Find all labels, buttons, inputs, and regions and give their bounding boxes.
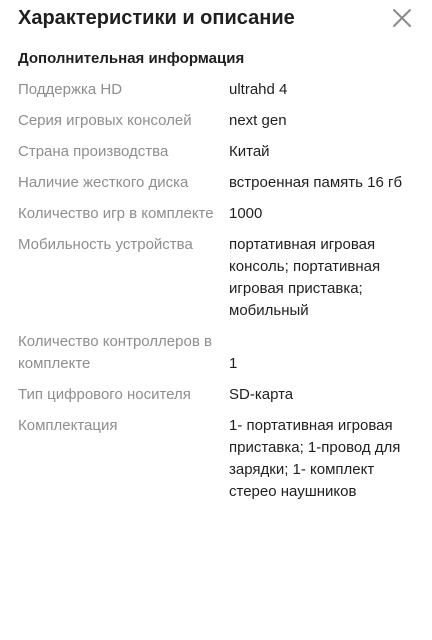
spec-row-controllers xyxy=(18,331,418,375)
spec-label: Количество контроллеров в комплекте xyxy=(18,333,212,372)
spec-label: Количество игр в комплекте xyxy=(18,205,214,222)
spec-label: Тип цифрового носителя xyxy=(18,386,191,403)
spec-value: next gen xyxy=(229,112,287,129)
spec-label: Серия игровых консолей xyxy=(18,112,192,129)
spec-row-games-count xyxy=(18,203,418,225)
spec-row-media-type xyxy=(18,384,418,406)
spec-value: SD-карта xyxy=(229,386,294,403)
spec-label: Наличие жесткого диска xyxy=(18,174,189,191)
spec-value: встроенная память 16 гб xyxy=(229,174,403,191)
spec-label: Страна производства xyxy=(18,143,169,160)
spec-row-console-series xyxy=(18,110,418,132)
section-title: Дополнительная информация xyxy=(18,50,245,67)
spec-value: 1- портативная игровая приставка; 1-провод для зарядки; 1- комплект стерео наушников xyxy=(229,417,401,500)
close-button[interactable] xyxy=(390,6,414,30)
spec-row-hd-support xyxy=(18,79,418,101)
modal-title: Характеристики и описание xyxy=(18,7,295,29)
spec-label: Поддержка HD xyxy=(18,81,123,98)
specs-list xyxy=(18,79,418,512)
spec-row-country xyxy=(18,141,418,163)
close-icon xyxy=(390,6,414,30)
spec-value: портативная игровая консоль; портативная игровая приставка; мобильный xyxy=(229,236,381,319)
spec-label: Мобильность устройства xyxy=(18,236,193,253)
spec-value: 1 xyxy=(229,355,238,372)
spec-value: Китай xyxy=(229,143,270,160)
spec-row-hard-drive xyxy=(18,172,418,194)
spec-row-mobility xyxy=(18,234,418,322)
spec-value: 1000 xyxy=(229,205,263,222)
modal-header xyxy=(18,4,414,32)
spec-label: Комплектация xyxy=(18,417,118,434)
spec-row-package xyxy=(18,415,418,503)
spec-value: ultrahd 4 xyxy=(229,81,288,98)
